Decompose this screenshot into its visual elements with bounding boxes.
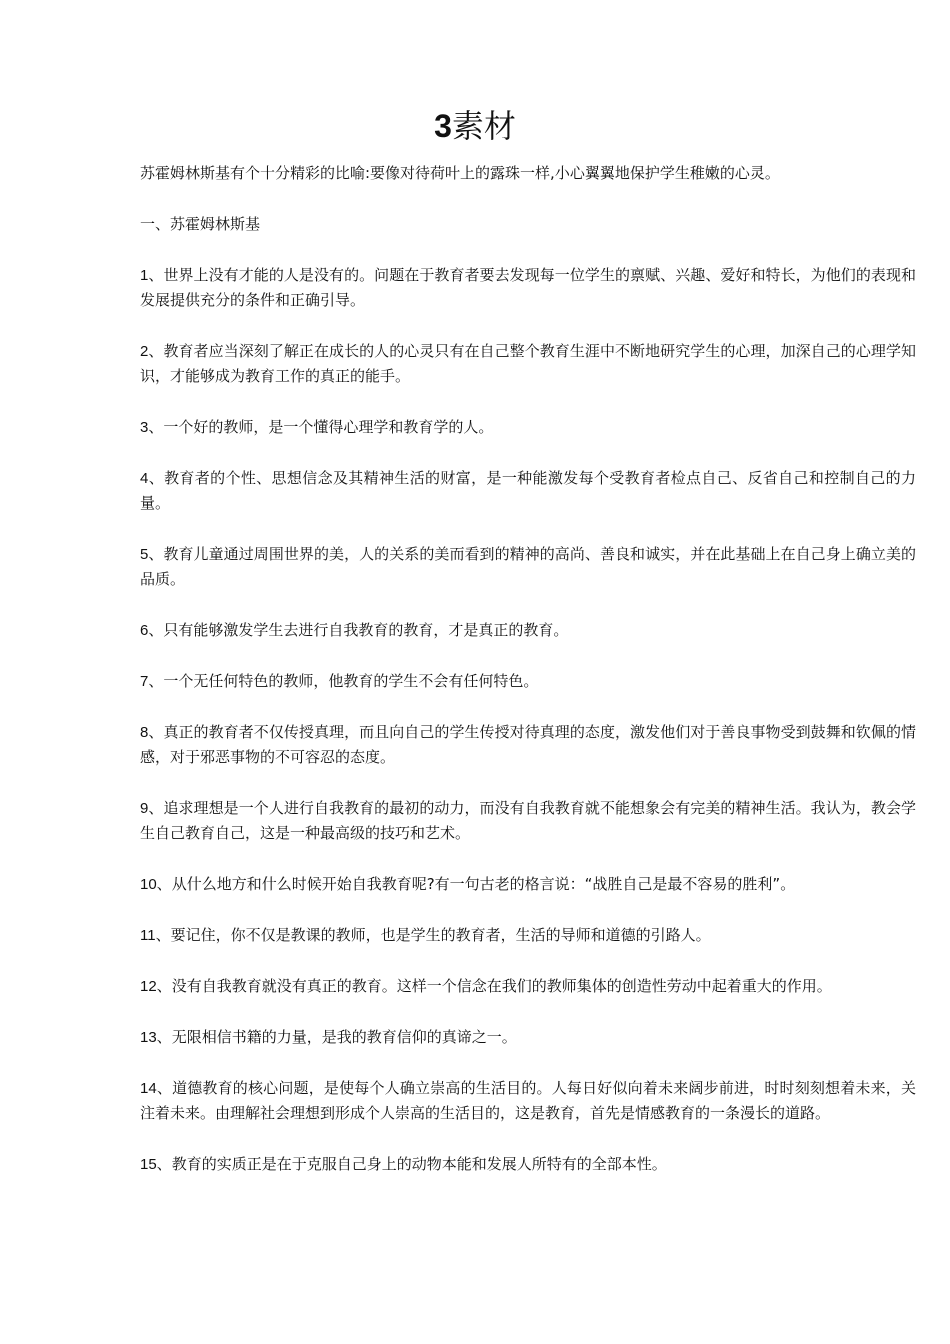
item-text: 没有自我教育就没有真正的教育。这样一个信念在我们的教师集体的创造性劳动中起着重大的作用。 — [171, 977, 832, 995]
item-text: 要记住，你不仅是教课的教师，也是学生的教育者，生活的导师和道德的引路人。 — [170, 926, 711, 944]
document-body — [140, 161, 916, 1203]
item-number: 2、 — [140, 343, 164, 360]
item-text: 无限相信书籍的力量，是我的教育信仰的真谛之一。 — [171, 1028, 517, 1046]
quote-item-6 — [140, 618, 916, 643]
quote-item-11 — [140, 923, 916, 948]
item-text: 教育者的个性、思想信念及其精神生活的财富，是一种能激发每个受教育者检点自己、反省自己和控制自己的力量。 — [140, 469, 917, 512]
item-text: 道德教育的核心问题，是使每个人确立崇高的生活目的。人每日好似向着未来阔步前进，时时刻刻想着未来，关注着未来。由理解社会理想到形成个人崇高的生活目的，这是教育，首先是情感教育的一条漫长的道路。 — [140, 1079, 916, 1122]
quote-item-9 — [140, 796, 916, 846]
item-text: 从什么地方和什么时候开始自我教育呢?有一句古老的格言说：“战胜自己是最不容易的胜利”。 — [171, 875, 796, 893]
title-number: 3 — [434, 108, 452, 144]
item-number: 5、 — [140, 546, 164, 563]
item-number: 3、 — [140, 419, 164, 436]
item-text: 只有能够激发学生去进行自我教育的教育，才是真正的教育。 — [163, 621, 569, 639]
quote-item-14 — [140, 1076, 916, 1126]
item-text: 教育儿童通过周围世界的美，人的关系的美而看到的精神的高尚、善良和诚实，并在此基础上在自己身上确立美的品质。 — [140, 545, 916, 588]
quote-item-13 — [140, 1025, 916, 1050]
quote-item-12 — [140, 974, 916, 999]
item-number: 8、 — [140, 724, 164, 741]
section-heading: 一、苏霍姆林斯基 — [140, 215, 261, 233]
item-text: 一个好的教师，是一个懂得心理学和教育学的人。 — [163, 418, 494, 436]
item-number: 1、 — [140, 267, 164, 284]
item-number: 11、 — [140, 927, 171, 944]
quote-item-3 — [140, 415, 916, 440]
intro-paragraph: 苏霍姆林斯基有个十分精彩的比喻:要像对待荷叶上的露珠一样,小心翼翼地保护学生稚嫩的心灵。 — [140, 164, 780, 182]
item-number: 13、 — [140, 1029, 172, 1046]
item-number: 14、 — [140, 1080, 173, 1097]
item-number: 9、 — [140, 800, 164, 817]
quote-item-15 — [140, 1152, 916, 1177]
document-title — [0, 104, 950, 148]
quote-item-5 — [140, 542, 916, 592]
item-text: 教育者应当深刻了解正在成长的人的心灵只有在自己整个教育生涯中不断地研究学生的心理，加深自己的心理学知识，才能够成为教育工作的真正的能手。 — [140, 342, 916, 385]
item-number: 12、 — [140, 978, 172, 995]
quote-item-7 — [140, 669, 916, 694]
quote-item-8 — [140, 720, 916, 770]
item-number: 6、 — [140, 622, 164, 639]
item-text: 一个无任何特色的教师，他教育的学生不会有任何特色。 — [163, 672, 539, 690]
item-number: 7、 — [140, 673, 164, 690]
quote-item-10 — [140, 872, 916, 897]
item-text: 世界上没有才能的人是没有的。问题在于教育者要去发现每一位学生的禀赋、兴趣、爱好和特长，为他们的表现和发展提供充分的条件和正确引导。 — [140, 266, 916, 309]
item-text: 真正的教育者不仅传授真理，而且向自己的学生传授对待真理的态度，激发他们对于善良事物受到鼓舞和钦佩的情感，对于邪恶事物的不可容忍的态度。 — [140, 723, 916, 766]
quote-item-2 — [140, 339, 916, 389]
item-number: 15、 — [140, 1156, 172, 1173]
item-text: 教育的实质正是在于克服自己身上的动物本能和发展人所特有的全部本性。 — [171, 1155, 667, 1173]
quote-item-1 — [140, 263, 916, 313]
title-text: 素材 — [451, 107, 516, 145]
quote-item-4 — [140, 466, 916, 516]
item-number: 4、 — [140, 470, 165, 487]
item-text: 追求理想是一个人进行自我教育的最初的动力，而没有自我教育就不能想象会有完美的精神生活。我认为，教会学生自己教育自己，这是一种最高级的技巧和艺术。 — [140, 799, 916, 842]
item-number: 10、 — [140, 876, 172, 893]
